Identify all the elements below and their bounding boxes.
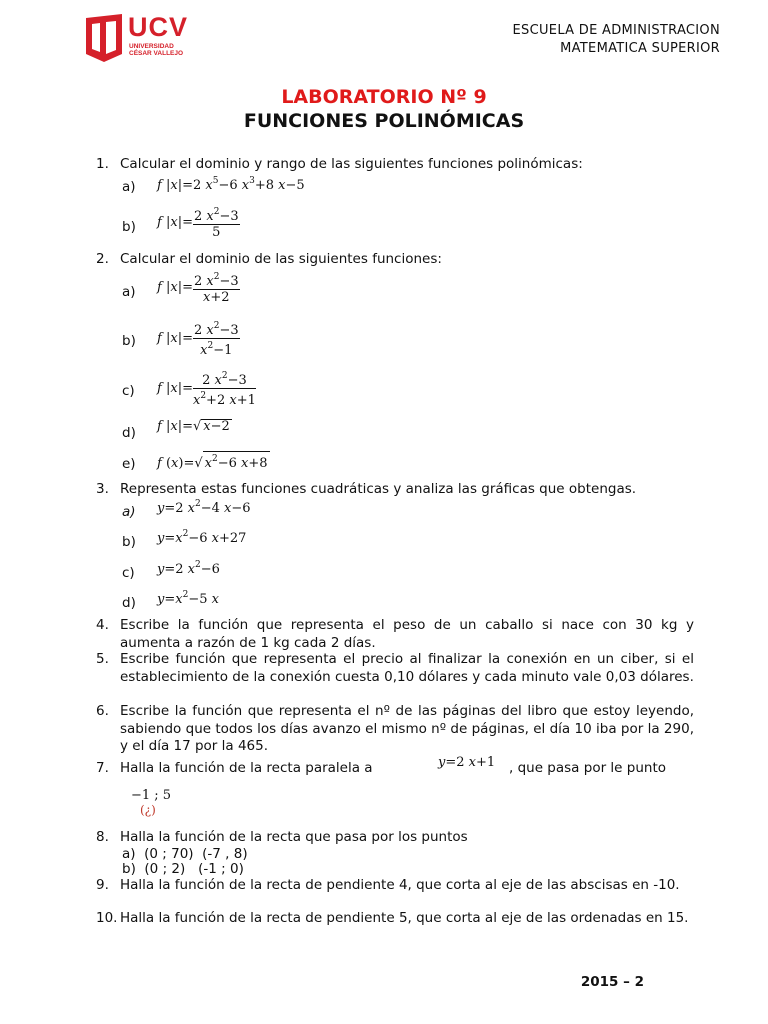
sub-item: b) (0 ; 2) (-1 ; 0): [122, 861, 244, 877]
formula: $y=x^2-5$ x: [157, 590, 219, 607]
formula: f |x|= $\frac{2 x^2-3}{x^2+2 x+1}$: [157, 371, 256, 408]
item-text: Escribe función que representa el precio al finalizar la conexión en un ciber, si el establecimiento de la conexión cuesta 0,10 dólares y cada minuto vale 0,03 dólares.: [120, 651, 694, 685]
item-number: 6.: [96, 703, 109, 719]
formula: y=2 $x^2-6$: [157, 560, 220, 577]
item-number: 4.: [96, 617, 109, 633]
option-label: c): [122, 565, 135, 581]
formula: y=2 x+1: [438, 755, 496, 770]
item-number: 2.: [96, 251, 109, 267]
header-school: ESCUELA DE ADMINISTRACION: [512, 23, 720, 38]
item-text: Halla la función de la recta de pendiente 4, que corta al eje de las abscisas en -10.: [120, 877, 680, 893]
option-label: d): [122, 595, 136, 611]
item-number: 5.: [96, 651, 109, 667]
option-label: b): [122, 333, 136, 349]
item-text: Halla la función de la recta paralela a: [120, 760, 373, 776]
point-mark: (¿): [140, 803, 156, 817]
page-title: LABORATORIO Nº 9: [281, 86, 487, 108]
formula: f |x|= $\frac{2 x^2-3}{5}$: [157, 207, 239, 240]
sub-item: a) (0 ; 70) (-7 , 8): [122, 846, 248, 862]
item-text: , que pasa por le punto: [509, 760, 666, 776]
formula: f |x|= $\frac{2 x^2-3}{x^2-1}$: [157, 321, 239, 358]
option-label: e): [122, 456, 136, 472]
item-number: 7.: [96, 760, 109, 776]
formula: f (x)=√ $x^2-6$ x+8: [157, 451, 270, 471]
option-label: d): [122, 425, 136, 441]
formula: f |x|=√ x−2: [157, 419, 230, 434]
point-value: −1 ; 5: [131, 788, 172, 803]
option-label: b): [122, 534, 136, 550]
formula: $y=x^2-6$ x+27: [157, 529, 247, 546]
item-number: 8.: [96, 829, 109, 845]
option-label: b): [122, 219, 136, 235]
item-text: Halla la función de la recta que pasa por los puntos: [120, 829, 468, 845]
logo-sub-2: CÉSAR VALLEJO: [129, 50, 184, 57]
item-text: Escribe la función que representa el peso de un caballo si nace con 30 kg y aumenta a razón de 1 kg cada 2 días.: [120, 617, 694, 651]
item-number: 1.: [96, 156, 109, 172]
page-subtitle: FUNCIONES POLINÓMICAS: [243, 110, 525, 132]
item-text: Calcular el dominio y rango de las siguientes funciones polinómicas:: [120, 156, 583, 172]
option-label: a): [122, 284, 136, 300]
option-label: c): [122, 383, 135, 399]
item-text: Calcular el dominio de las siguientes funciones:: [120, 251, 442, 267]
header-course: MATEMATICA SUPERIOR: [560, 41, 720, 56]
logo-sub-1: UNIVERSIDAD: [129, 43, 174, 50]
ucv-emblem-icon: [84, 14, 124, 62]
item-number: 9.: [96, 877, 109, 893]
footer-period: 2015 – 2: [580, 974, 644, 990]
item-number: 10.: [96, 910, 118, 926]
formula: f |x|=2 $x^5-6$ $x^3+8$ x−5: [157, 176, 305, 193]
formula: y=2 $x^2-4$ x−6: [157, 499, 251, 516]
item-text: Halla la función de la recta de pendiente 5, que corta al eje de las ordenadas en 15.: [120, 910, 689, 926]
logo-wordmark: UCV: [128, 12, 189, 42]
formula: f |x|= $\frac{2 x^2-3}{x+2}$: [157, 272, 239, 305]
option-label: a): [122, 179, 136, 195]
item-number: 3.: [96, 481, 109, 497]
ucv-logo: [84, 14, 194, 64]
option-label: a): [122, 504, 136, 520]
item-text: Representa estas funciones cuadráticas y analiza las gráficas que obtengas.: [120, 481, 637, 497]
item-text: Escribe la función que representa el nº de las páginas del libro que estoy leyendo, sabiendo que todos los días avanzo el mismo nº de páginas, el día 10 iba por la 290, y el día 17 por la 465.: [120, 703, 694, 754]
